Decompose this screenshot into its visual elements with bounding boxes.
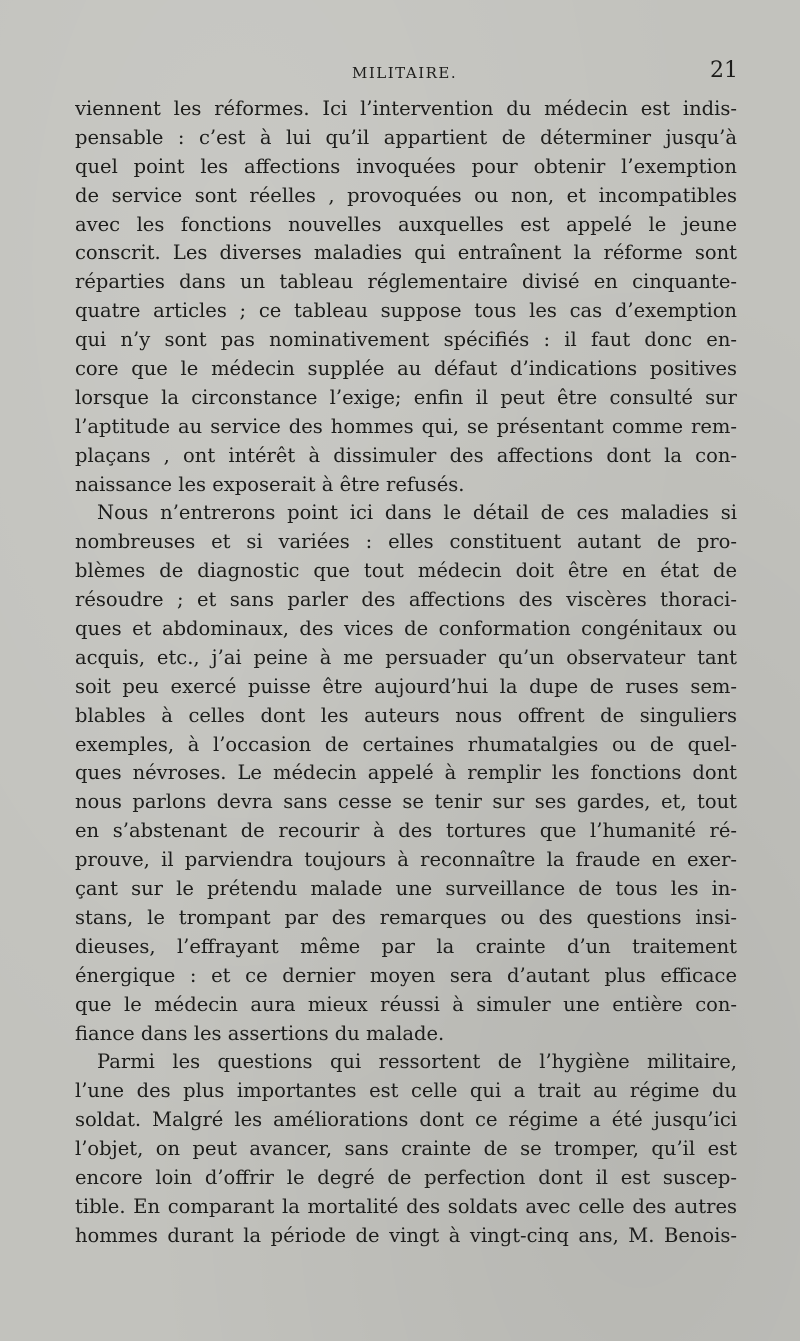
text-line: avec les fonctions nouvelles auxquelles est appelé le jeune bbox=[75, 212, 737, 236]
text-line: nombreuses et si variées : elles constituent autant de pro- bbox=[75, 530, 737, 554]
text-line: stans, le trompant par des remarques ou des questions insi- bbox=[75, 905, 737, 929]
text-line: conscrit. Les diverses maladies qui entraînent la réforme sont bbox=[75, 241, 737, 265]
text-line: de service sont réelles , provoquées ou non, et incompatibles bbox=[75, 183, 737, 207]
text-line: nous parlons devra sans cesse se tenir sur ses gardes, et, tout bbox=[75, 790, 737, 814]
text-line: acquis, etc., j’ai peine à me persuader qu’un observateur tant bbox=[75, 645, 737, 669]
body-text bbox=[75, 95, 737, 1251]
text-line: réparties dans un tableau réglementaire divisé en cinquante- bbox=[75, 270, 737, 294]
text-line: çant sur le prétendu malade une surveillance de tous les in- bbox=[75, 877, 737, 901]
text-line: l’objet, on peut avancer, sans crainte de se tromper, qu’il est bbox=[75, 1137, 737, 1161]
text-line: ques et abdominaux, des vices de conformation congénitaux ou bbox=[75, 617, 737, 641]
text-line: hommes durant la période de vingt à vingt-cinq ans, M. Benois- bbox=[75, 1223, 737, 1247]
paragraph-first-line: Parmi les questions qui ressortent de l’hygiène militaire, bbox=[97, 1050, 737, 1074]
text-line: résoudre ; et sans parler des affections des viscères thoraci- bbox=[75, 588, 737, 612]
text-line: quatre articles ; ce tableau suppose tous les cas d’exemption bbox=[75, 299, 737, 323]
text-line: quel point les affections invoquées pour obtenir l’exemption bbox=[75, 154, 737, 178]
text-line: énergique : et ce dernier moyen sera d’autant plus efficace bbox=[75, 963, 737, 987]
running-head: MILITAIRE. bbox=[352, 64, 458, 82]
text-line: exemples, à l’occasion de certaines rhumatalgies ou de quel- bbox=[75, 732, 737, 756]
text-line: l’aptitude au service des hommes qui, se présentant comme rem- bbox=[75, 414, 737, 438]
text-line: encore loin d’offrir le degré de perfection dont il est suscep- bbox=[75, 1165, 737, 1189]
text-line: soldat. Malgré les améliorations dont ce régime a été jusqu’ici bbox=[75, 1108, 737, 1132]
text-line: pensable : c’est à lui qu’il appartient de déterminer jusqu’à bbox=[75, 125, 737, 149]
page-number: 21 bbox=[710, 58, 738, 83]
text-line: que le médecin aura mieux réussi à simuler une entière con- bbox=[75, 992, 737, 1016]
text-line: naissance les exposerait à être refusés. bbox=[75, 472, 465, 496]
text-line: soit peu exercé puisse être aujourd’hui la dupe de ruses sem- bbox=[75, 674, 737, 698]
text-line: viennent les réformes. Ici l’intervention du médecin est indis- bbox=[75, 97, 737, 120]
text-line: l’une des plus importantes est celle qui a trait au régime du bbox=[75, 1079, 737, 1103]
text-line: en s’abstenant de recourir à des tortures que l’humanité ré- bbox=[75, 819, 737, 843]
text-line: prouve, il parviendra toujours à reconnaître la fraude en exer- bbox=[75, 848, 737, 872]
text-line: core que le médecin supplée au défaut d’indications positives bbox=[75, 357, 737, 381]
text-line: plaçans , ont intérêt à dissimuler des affections dont la con- bbox=[75, 443, 737, 467]
text-line: blables à celles dont les auteurs nous offrent de singuliers bbox=[75, 703, 737, 727]
text-line: dieuses, l’effrayant même par la crainte d’un traitement bbox=[75, 934, 737, 958]
text-line: blèmes de diagnostic que tout médecin doit être en état de bbox=[75, 559, 737, 583]
text-line: ques névroses. Le médecin appelé à remplir les fonctions dont bbox=[75, 761, 737, 785]
text-line: tible. En comparant la mortalité des soldats avec celle des autres bbox=[75, 1194, 737, 1218]
text-line: qui n’y sont pas nominativement spécifiés : il faut donc en- bbox=[75, 328, 737, 352]
text-line: lorsque la circonstance l’exige; enfin il peut être consulté sur bbox=[75, 385, 737, 409]
text-line: fiance dans les assertions du malade. bbox=[75, 1021, 445, 1045]
paragraph-first-line: Nous n’entrerons point ici dans le détail de ces maladies si bbox=[97, 501, 737, 525]
